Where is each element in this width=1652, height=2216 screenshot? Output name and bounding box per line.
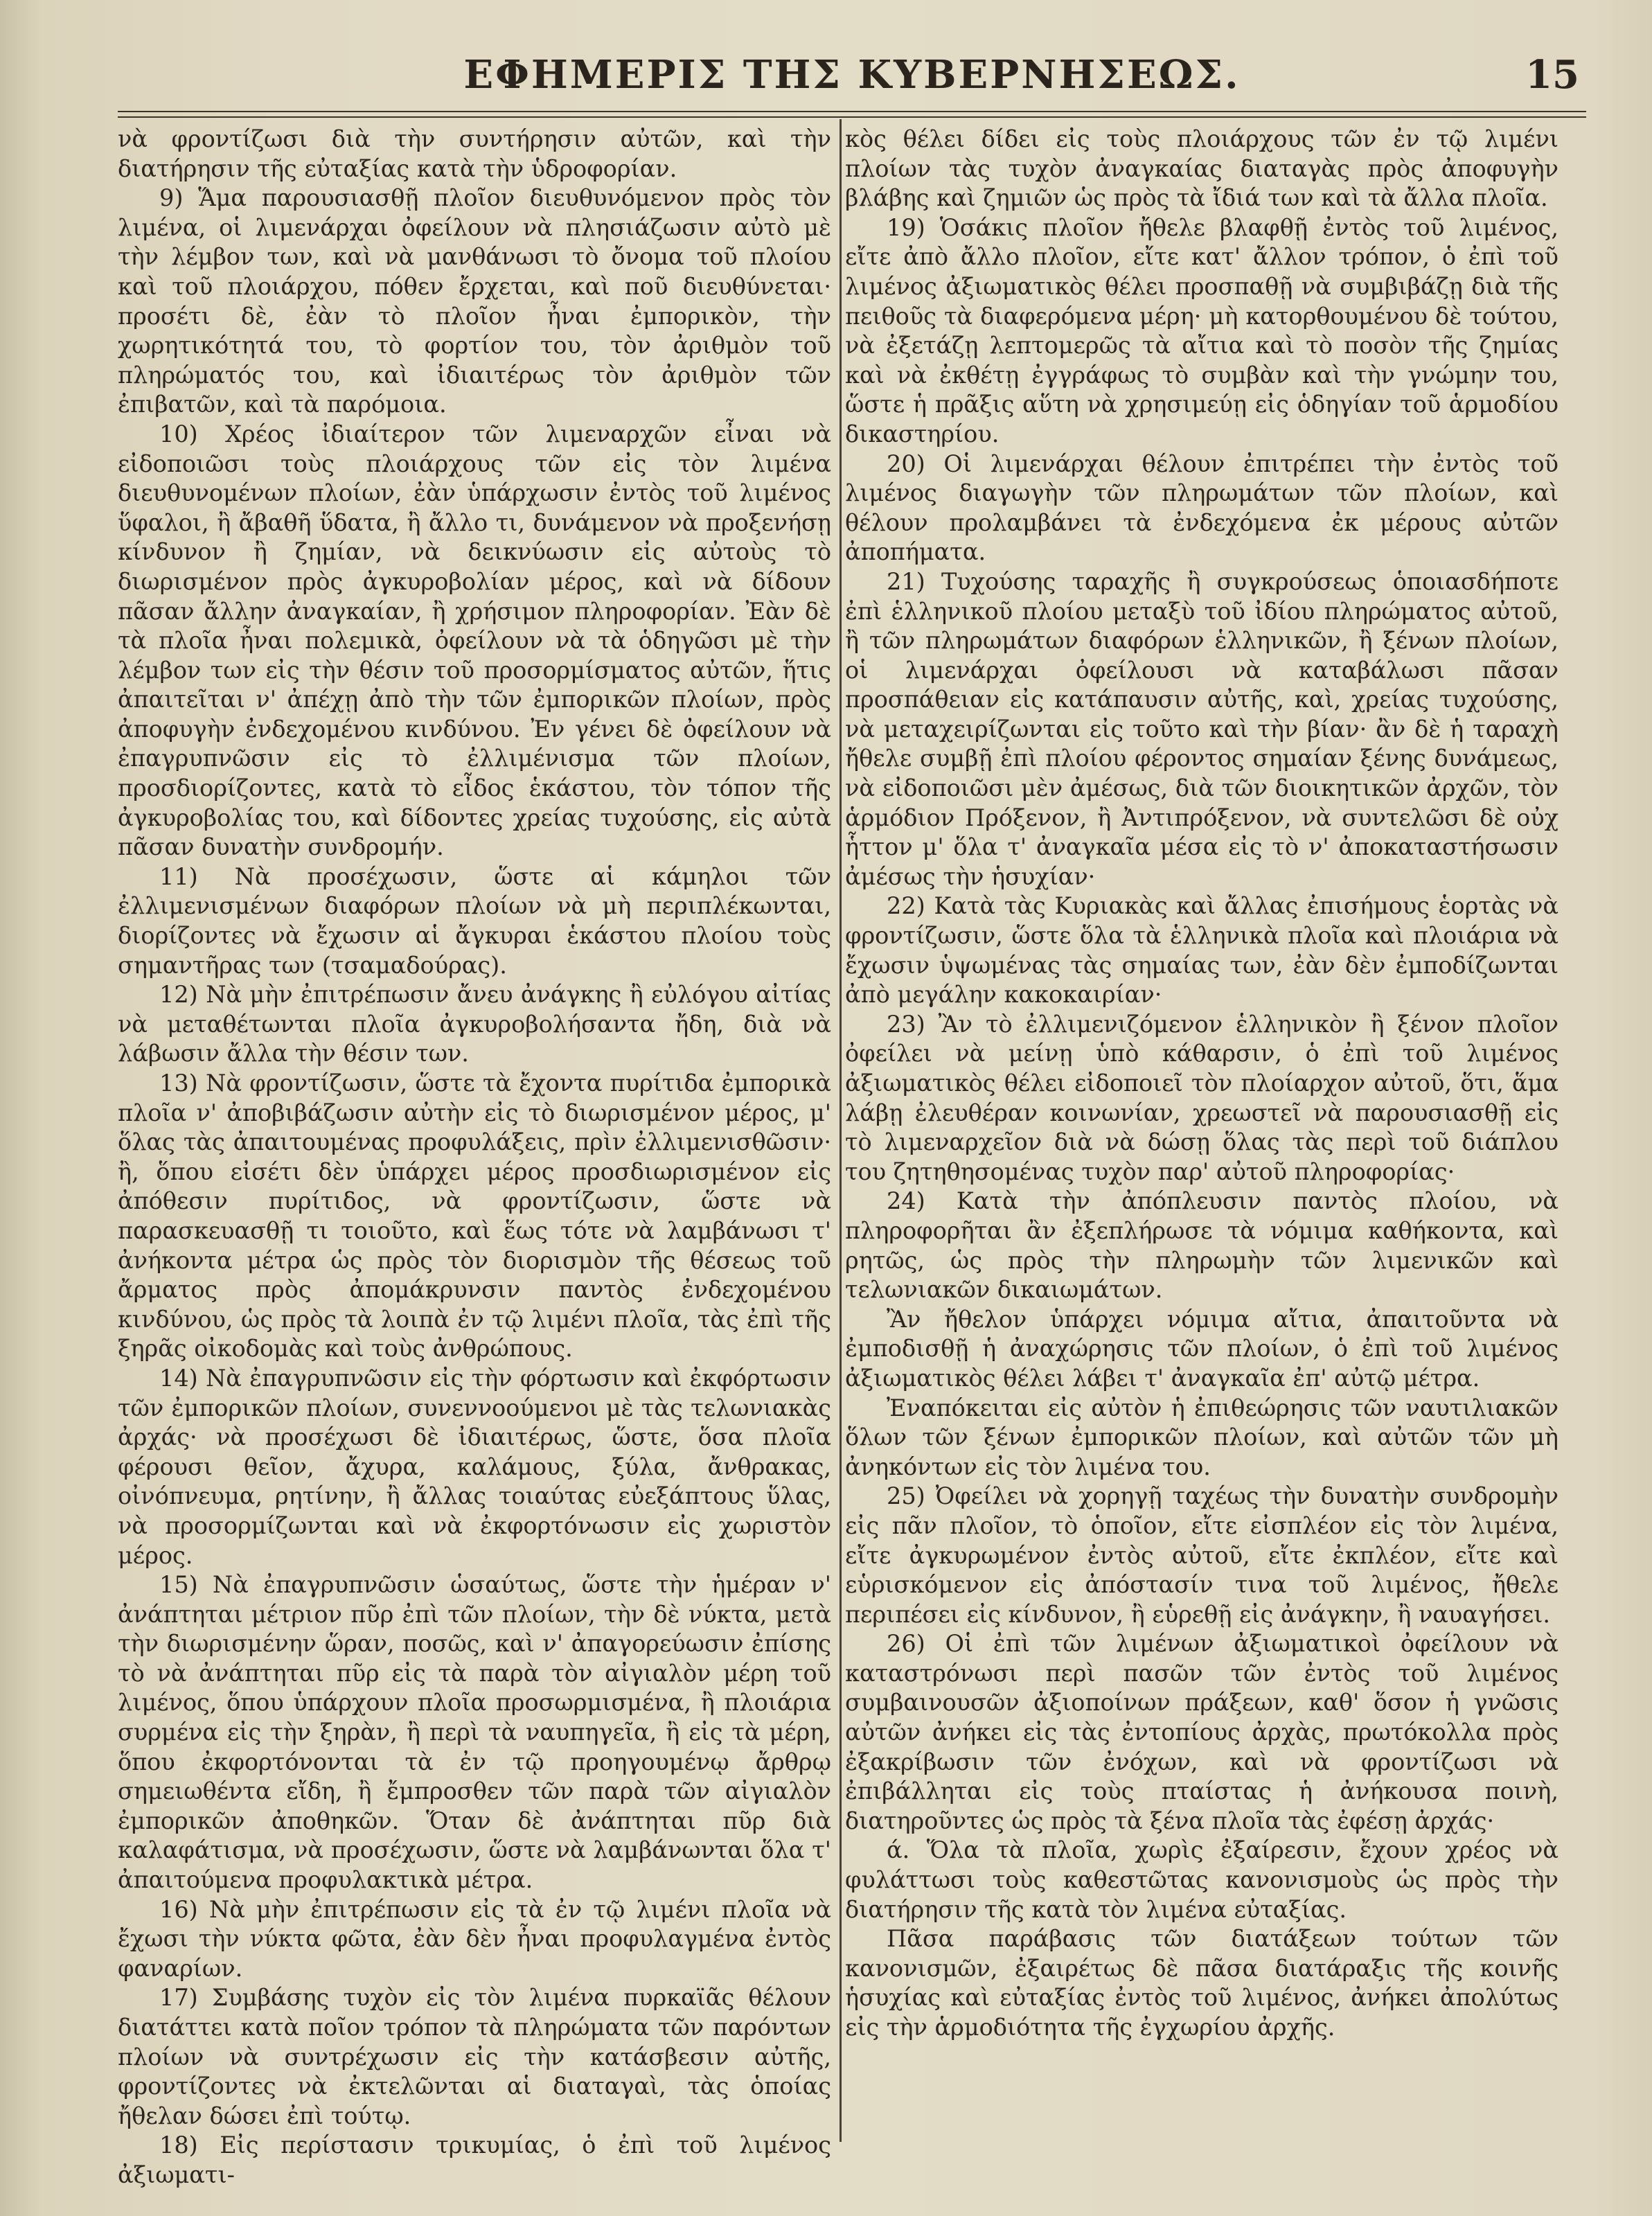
paragraph: 26) Οἱ ἐπὶ τῶν λιμένων ἀξιωματικοὶ ὀφείλουν νὰ καταστρόνωσι περὶ πασῶν τῶν ἐντὸς τοῦ λιμένος συμβαινουσῶν ἀξιοποίνων πράξεων, καθ' ὅσον ἡ γνῶσις αὐτῶν ἀνήκει εἰς τὰς ἐντοπίους ἀρχὰς, πρωτόκολλα πρὸς ἐξακρίβωσιν τῶν ἐνόχων, καὶ νὰ φροντίζωσι νὰ ἐπιβάλληται εἰς τοὺς πταίστας ἡ ἀνήκουσα ποινὴ, διατηροῦντες ὡς πρὸς τὰ ξένα πλοῖα τὰς ἐφέσῃ ἀρχάς·: [845, 1630, 1558, 1834]
paragraph: Ἐναπόκειται εἰς αὐτὸν ἡ ἐπιθεώρησις τῶν ναυτιλιακῶν ὅλων τῶν ξένων ἐμπορικῶν πλοίων, καὶ αὐτῶν τῶν μὴ ἀνηκόντων εἰς τὸν λιμένα του.: [845, 1394, 1558, 1480]
paragraph: 17) Συμβάσης τυχὸν εἰς τὸν λιμένα πυρκαϊᾶς θέλουν διατάττει κατὰ ποῖον τρόπον τὰ πληρώματα τῶν παρόντων πλοίων νὰ συντρέχωσιν εἰς τὴν κατάσβεσιν αὐτῆς, φροντίζοντες νὰ ἐκτελῶνται αἱ διαταγαὶ, τὰς ὁποίας ἤθελαν δώσει ἐπὶ τούτῳ.: [118, 1984, 831, 2129]
paragraph: 11) Νὰ προσέχωσιν, ὥστε αἱ κάμηλοι τῶν ἐλλιμενισμένων διαφόρων πλοίων νὰ μὴ περιπλέκωνται, διορίζοντες νὰ ἔχωσιν αἱ ἄγκυραι ἑκάστου πλοίου τοὺς σημαντῆρας των (τσαμαδούρας).: [118, 862, 831, 979]
column-divider: [840, 119, 842, 2142]
paragraph: 20) Οἱ λιμενάρχαι θέλουν ἐπιτρέπει τὴν ἐντὸς τοῦ λιμένος διαγωγὴν τῶν πληρωμάτων τῶν πλοίων, καὶ θέλουν προλαμβάνει τὰ ἐνδεχόμενα ἐκ μέρους αὐτῶν ἀποπήματα.: [845, 450, 1558, 566]
paragraph: 24) Κατὰ τὴν ἀπόπλευσιν παντὸς πλοίου, νὰ πληροφορῆται ἂν ἐξεπλήρωσε τὰ νόμιμα καθήκοντα, καὶ ρητῶς, ὡς πρὸς τὴν πληρωμὴν τῶν λιμενικῶν καὶ τελωνιακῶν δικαιωμάτων.: [845, 1187, 1558, 1304]
paragraph: 23) Ἂν τὸ ἐλλιμενιζόμενον ἑλληνικὸν ἢ ξένον πλοῖον ὀφείλει νὰ μείνῃ ὑπὸ κάθαρσιν, ὁ ἐπὶ τοῦ λιμένος ἀξιωματικὸς θέλει εἰδοποιεῖ τὸν πλοίαρχον αὐτοῦ, ὅτι, ἅμα λάβῃ ἐλευθέραν κοινωνίαν, χρεωστεῖ νὰ παρουσιασθῇ εἰς τὸ λιμεναρχεῖον διὰ νὰ δώσῃ ὅλας τὰς περὶ τοῦ διάπλου του ζητηθησομένας τυχὸν παρ' αὐτοῦ πληροφορίας·: [845, 1010, 1558, 1185]
paragraph: 12) Νὰ μὴν ἐπιτρέπωσιν ἄνευ ἀνάγκης ἢ εὐλόγου αἰτίας νὰ μεταθέτωνται πλοῖα ἀγκυροβολήσαντα ἤδη, διὰ νὰ λάβωσιν ἄλλα τὴν θέσιν των.: [118, 981, 831, 1067]
paragraph: 22) Κατὰ τὰς Κυριακὰς καὶ ἄλλας ἐπισήμους ἑορτὰς νὰ φροντίζωσιν, ὥστε ὅλα τὰ ἑλληνικὰ πλοῖα καὶ πλοιάρια νὰ ἔχωσιν ὑψωμένας τὰς σημαίας των, ἐὰν δὲν ἐμποδίζωνται ἀπὸ μεγάλην κακοκαιρίαν·: [845, 892, 1558, 1009]
paragraph: 18) Εἰς περίστασιν τρικυμίας, ὁ ἐπὶ τοῦ λιμένος ἀξιωματι-: [118, 2131, 831, 2188]
paragraph: Πᾶσα παράβασις τῶν διατάξεων τούτων τῶν κανονισμῶν, ἐξαιρέτως δὲ πᾶσα διατάραξις τῆς κοινῆς ἡσυχίας καὶ εὐταξίας ἐντὸς τοῦ λιμένος, ἀνήκει ἀπολύτως εἰς τὴν ἁρμοδιότητα τῆς ἐγχωρίου ἀρχῆς.: [845, 1925, 1558, 2041]
paragraph: νὰ φροντίζωσι διὰ τὴν συντήρησιν αὐτῶν, καὶ τὴν διατήρησιν τῆς εὐταξίας κατὰ τὴν ὑδροφορίαν.: [118, 125, 831, 182]
paragraph: Ἂν ἤθελον ὑπάρχει νόμιμα αἴτια, ἀπαιτοῦντα νὰ ἐμποδισθῇ ἡ ἀναχώρησις τῶν πλοίων, ὁ ἐπὶ τοῦ λιμένος ἀξιωματικὸς θέλει λάβει τ' ἀναγκαῖα ἐπ' αὐτῷ μέτρα.: [845, 1305, 1558, 1392]
page-header: [118, 52, 1586, 107]
page-title: ΕΦΗΜΕΡΙΣ ΤΗΣ ΚΥΒΕΡΝΗΣΕΩΣ.: [463, 52, 1241, 98]
page-number: 15: [1525, 52, 1579, 98]
paragraph: 13) Νὰ φροντίζωσιν, ὥστε τὰ ἔχοντα πυρίτιδα ἐμπορικὰ πλοῖα ν' ἀποβιβάζωσιν αὐτὴν εἰς τὸ διωρισμένον μέρος, μ' ὅλας τὰς ἀπαιτουμένας προφυλάξεις, πρὶν ἐλλιμενισθῶσιν· ἢ, ὅπου εἰσέτι δὲν ὑπάρχει μέρος προσδιωρισμένον εἰς ἀπόθεσιν πυρίτιδος, νὰ φροντίζωσιν, ὥστε νὰ παρασκευασθῇ τι τοιοῦτο, καὶ ἕως τότε νὰ λαμβάνωσι τ' ἀνήκοντα μέτρα ὡς πρὸς τὸν διορισμὸν τῆς θέσεως τοῦ ἄρματος πρὸς ἀπομάκρυνσιν παντὸς ἐνδεχομένου κινδύνου, ὡς πρὸς τὰ λοιπὰ ἐν τῷ λιμένι πλοῖα, τὰς ἐπὶ τῆς ξηρᾶς οἰκοδομὰς καὶ τοὺς ἀνθρώπους.: [118, 1070, 831, 1363]
paragraph: 15) Νὰ ἐπαγρυπνῶσιν ὡσαύτως, ὥστε τὴν ἡμέραν ν' ἀνάπτηται μέτριον πῦρ ἐπὶ τῶν πλοίων, τὴν δὲ νύκτα, μετὰ τὴν διωρισμένην ὥραν, ποσῶς, καὶ ν' ἀπαγορεύωσιν ἐπίσης τὸ νὰ ἀνάπτηται πῦρ εἰς τὰ παρὰ τὸν αἰγιαλὸν μέρη τοῦ λιμένος, ὅπου ὑπάρχουν πλοῖα προσωρμισμένα, ἢ πλοιάρια συρμένα εἰς τὴν ξηρὰν, ἢ περὶ τὰ ναυπηγεῖα, ἢ εἰς τὰ μέρη, ὅπου ἐκφορτόνονται τὰ ἐν τῷ προηγουμένῳ ἄρθρῳ σημειωθέντα εἴδη, ἢ ἔμπροσθεν τῶν παρὰ τῶν αἰγιαλὸν ἐμπορικῶν ἀποθηκῶν. Ὅταν δὲ ἀνάπτηται πῦρ διὰ καλαφάτισμα, νὰ προσέχωσιν, ὥστε νὰ λαμβάνωνται ὅλα τ' ἀπαιτούμενα προφυλακτικὰ μέτρα.: [118, 1571, 831, 1894]
paragraph: 14) Νὰ ἐπαγρυπνῶσιν εἰς τὴν φόρτωσιν καὶ ἐκφόρτωσιν τῶν ἐμπορικῶν πλοίων, συνεννοούμενοι μὲ τὰς τελωνιακὰς ἀρχάς· νὰ προσέχωσι δὲ ἰδιαιτέρως, ὥστε, ὅσα πλοῖα φέρουσι θεῖον, ἄχυρα, καλάμους, ξύλα, ἄνθρακας, οἰνόπνευμα, ρητίνην, ἢ ἄλλας τοιαύτας εὐεξάπτους ὕλας, νὰ προσορμίζωνται καὶ νὰ ἐκφορτόνωσιν εἰς χωριστὸν μέρος.: [118, 1364, 831, 1569]
paragraph: 10) Χρέος ἰδιαίτερον τῶν λιμεναρχῶν εἶναι νὰ εἰδοποιῶσι τοὺς πλοιάρχους τῶν εἰς τὸν λιμένα διευθυνομένων πλοίων, ἐὰν ὑπάρχωσιν ἐντὸς τοῦ λιμένος ὕφαλοι, ἢ ἄβαθῆ ὕδατα, ἢ ἄλλο τι, δυνάμενον νὰ προξενήσῃ κίνδυνον ἢ ζημίαν, νὰ δεικνύωσιν εἰς αὐτοὺς τὸ διωρισμένον πρὸς ἀγκυροβολίαν μέρος, καὶ νὰ δίδουν πᾶσαν ἄλλην ἀναγκαίαν, ἢ χρήσιμον πληροφορίαν. Ἐὰν δὲ τὰ πλοῖα ἦναι πολεμικὰ, ὀφείλουν νὰ τὰ ὁδηγῶσι μὲ τὴν λέμβον των εἰς τὴν θέσιν τοῦ προσορμίσματος αὐτῶν, ἥτις ἀπαιτεῖται ν' ἀπέχῃ ἀπὸ τὴν τῶν ἐμπορικῶν πλοίων, πρὸς ἀποφυγὴν ἐνδεχομένου κινδύνου. Ἐν γένει δὲ ὀφείλουν νὰ ἐπαγρυπνῶσιν εἰς τὸ ἐλλιμένισμα τῶν πλοίων, προσδιορίζοντες, κατὰ τὸ εἶδος ἑκάστου, τὸν τόπον τῆς ἀγκυροβολίας του, καὶ δίδοντες χρείας τυχούσης, εἰς αὐτὰ πᾶσαν δυνατὴν συνδρομήν.: [118, 420, 831, 861]
paragraph: 21) Τυχούσης ταραχῆς ἢ συγκρούσεως ὁποιασδήποτε ἐπὶ ἑλληνικοῦ πλοίου μεταξὺ τοῦ ἰδίου πληρώματος αὐτοῦ, ἢ τῶν πληρωμάτων διαφόρων ἑλληνικῶν, ἢ ξένων πλοίων, οἱ λιμενάρχαι ὀφείλουσι νὰ καταβάλωσι πᾶσαν προσπάθειαν εἰς κατάπαυσιν αὐτῆς, καὶ, χρείας τυχούσης, νὰ μεταχειρίζωνται εἰς τοῦτο καὶ τὴν βίαν· ἂν δὲ ἡ ταραχὴ ἤθελε συμβῇ ἐπὶ πλοίου φέροντος σημαίαν ξένης δυνάμεως, νὰ εἰδοποιῶσι μὲν ἀμέσως, διὰ τῶν διοικητικῶν ἀρχῶν, τὸν ἁρμόδιον Πρόξενον, ἢ Ἀντιπρόξενον, νὰ συντελῶσι δὲ οὐχ ἧττον μ' ὅλα τ' ἀναγκαῖα μέσα εἰς τὸ ν' ἀποκαταστήσωσιν ἀμέσως τὴν ἡσυχίαν·: [845, 567, 1558, 890]
header-rule: [118, 111, 1586, 118]
right-column: [845, 125, 1558, 2043]
paragraph: 19) Ὁσάκις πλοῖον ἤθελε βλαφθῇ ἐντὸς τοῦ λιμένος, εἴτε ἀπὸ ἄλλο πλοῖον, εἴτε κατ' ἄλλον τρόπον, ὁ ἐπὶ τοῦ λιμένος ἀξιωματικὸς θέλει προσπαθῇ νὰ συμβιβάζῃ διὰ τῆς πειθοῦς τὰ διαφερόμενα μέρη· μὴ κατορθουμένου δὲ τούτου, νὰ ἐξετάζῃ λεπτομερῶς τὰ αἴτια καὶ τὸ ποσὸν τῆς ζημίας καὶ νὰ ἐκθέτῃ ἐγγράφως τὸ συμβὰν καὶ τὴν γνώμην του, ὥστε ἡ πρᾶξις αὕτη νὰ χρησιμεύῃ εἰς ὁδηγίαν τοῦ ἁρμοδίου δικαστηρίου.: [845, 213, 1558, 447]
paragraph: ά. Ὅλα τὰ πλοῖα, χωρὶς ἐξαίρεσιν, ἔχουν χρέος νὰ φυλάττωσι τοὺς καθεστῶτας κανονισμοὺς ὡς πρὸς τὴν διατήρησιν τῆς κατὰ τὸν λιμένα εὐταξίας.: [845, 1836, 1558, 1923]
paragraph: 9) Ἅμα παρουσιασθῇ πλοῖον διευθυνόμενον πρὸς τὸν λιμένα, οἱ λιμενάρχαι ὀφείλουν νὰ πλησιάζωσιν αὐτὸ μὲ τὴν λέμβον των, καὶ νὰ μανθάνωσι τὸ ὄνομα τοῦ πλοίου καὶ τοῦ πλοιάρχου, πόθεν ἔρχεται, καὶ ποῦ διευθύνεται· προσέτι δὲ, ἐὰν τὸ πλοῖον ἦναι ἐμπορικὸν, τὴν χωρητικότητά του, τὸ φορτίον του, τὸν ἀριθμὸν τοῦ πληρώματός του, καὶ ἰδιαιτέρως τὸν ἀριθμὸν τῶν ἐπιβατῶν, καὶ τὰ παρόμοια.: [118, 184, 831, 418]
paragraph: 25) Ὀφείλει νὰ χορηγῇ ταχέως τὴν δυνατὴν συνδρομὴν εἰς πᾶν πλοῖον, τὸ ὁποῖον, εἴτε εἰσπλέον εἰς τὸν λιμένα, εἴτε ἀγκυρωμένον ἐντὸς αὐτοῦ, εἴτε ἐκπλέον, εἴτε καὶ εὑρισκόμενον εἰς ἀπόστασίν τινα τοῦ λιμένος, ἤθελε περιπέσει εἰς κίνδυνον, ἢ εὑρεθῇ εἰς ἀνάγκην, ἢ ναυαγήσει.: [845, 1482, 1558, 1628]
paragraph: κὸς θέλει δίδει εἰς τοὺς πλοιάρχους τῶν ἐν τῷ λιμένι πλοίων τὰς τυχὸν ἀναγκαίας διαταγὰς πρὸς ἀποφυγὴν βλάβης καὶ ζημιῶν ὡς πρὸς τὰ ἴδιά των καὶ τὰ ἄλλα πλοῖα.: [845, 125, 1558, 212]
left-column: [118, 125, 831, 2190]
paragraph: 16) Νὰ μὴν ἐπιτρέπωσιν εἰς τὰ ἐν τῷ λιμένι πλοῖα νὰ ἔχωσι τὴν νύκτα φῶτα, ἐὰν δὲν ἦναι προφυλαγμένα ἐντὸς φαναρίων.: [118, 1895, 831, 1982]
